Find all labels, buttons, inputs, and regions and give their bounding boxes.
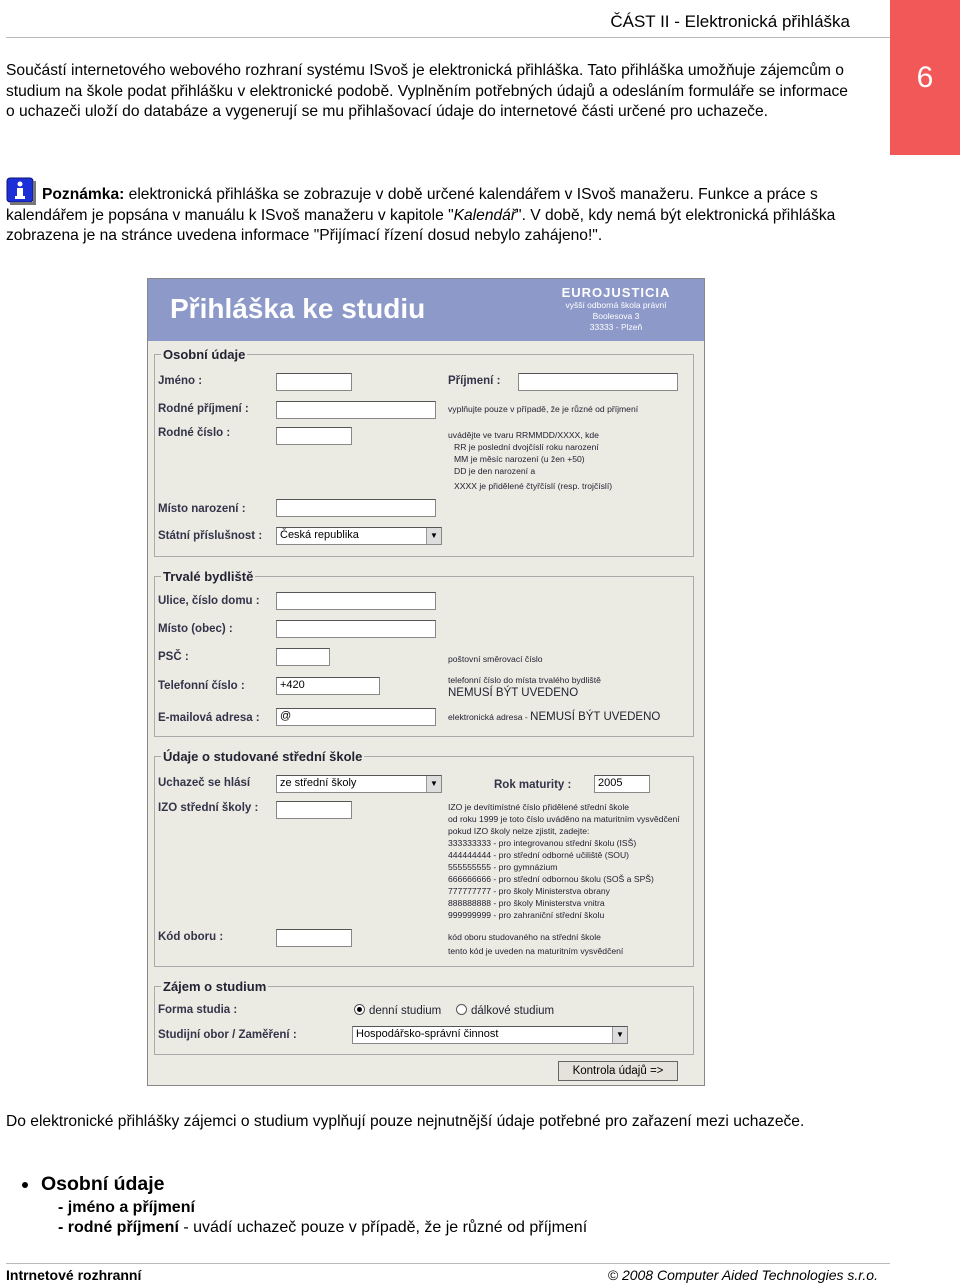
radio-distance-study[interactable]: [456, 1004, 554, 1017]
birth-surname-label: Rodné příjmení :: [158, 403, 249, 415]
institution-line: vyšší odborná škola právní: [565, 300, 667, 310]
header-divider: [6, 37, 890, 38]
surname-input[interactable]: [518, 373, 678, 391]
birth-number-hint: DD je den narození a: [454, 466, 536, 476]
izo-label: IZO střední školy :: [158, 802, 259, 814]
street-label: Ulice, číslo domu :: [158, 595, 260, 607]
birth-number-hint: XXXX je přidělené čtyřčíslí (resp. trojčíslí): [454, 481, 613, 491]
bullet-heading: Osobní údaje: [41, 1173, 165, 1195]
name-input[interactable]: [276, 373, 352, 391]
radio-daily-label: denní studium: [369, 1005, 442, 1017]
outro-paragraph: Do elektronické přihlášky zájemci o studium vyplňují pouze nejnutnější údaje potřebné pro zařazení mezi uchazeče.: [6, 1113, 805, 1130]
email-label: E-mailová adresa :: [158, 712, 260, 724]
phone-hint-optional: NEMUSÍ BÝT UVEDENO: [448, 687, 579, 699]
field-code-hint: tento kód je uveden na maturitním vysvědčení: [448, 946, 624, 956]
birth-number-hint: RR je poslední dvojčíslí roku narození: [454, 442, 599, 452]
radio-distance-label: dálkové studium: [471, 1005, 555, 1017]
check-data-button[interactable]: Kontrola údajů =>: [558, 1061, 678, 1081]
birth-number-input[interactable]: [276, 427, 352, 445]
surname-label: Příjmení :: [448, 375, 501, 387]
footer-divider: [6, 1263, 890, 1264]
bullet-subitem: [58, 1199, 195, 1217]
phone-input[interactable]: +420: [276, 677, 380, 695]
note-paragraph: [6, 177, 856, 247]
birth-number-hint: MM je měsíc narození (u žen +50): [454, 454, 585, 464]
school-legend: Údaje o studované střední škole: [163, 749, 363, 764]
applicant-select[interactable]: [276, 775, 442, 793]
bullet-subitem: [58, 1219, 587, 1237]
field-code-hint: kód oboru studovaného na střední škole: [448, 932, 601, 942]
radio-selected-icon[interactable]: [354, 1004, 365, 1015]
footer-left: Intrnetové rozhranní: [6, 1267, 142, 1283]
application-form-screenshot: [147, 278, 705, 1086]
city-label: Místo (obec) :: [158, 623, 233, 635]
institution-line: 33333 - Plzeň: [589, 322, 643, 332]
birth-surname-input[interactable]: [276, 401, 436, 419]
email-input[interactable]: @: [276, 708, 436, 726]
page-header-title: ČÁST II - Elektronická přihláška: [610, 12, 850, 31]
program-label: Studijní obor / Zaměření :: [158, 1029, 297, 1041]
applicant-value: ze střední školy: [280, 777, 357, 789]
subitem-birth-surname: - rodné příjmení: [58, 1219, 179, 1236]
institution-block: [546, 285, 686, 333]
birthplace-label: Místo narození :: [158, 503, 246, 515]
bullet-dot: [22, 1182, 28, 1188]
zip-label: PSČ :: [158, 651, 189, 663]
izo-hint: 777777777 - pro školy Ministerstva obrany: [448, 886, 610, 896]
subitem-name: - jméno a příjmení: [58, 1199, 195, 1216]
note-label: Poznámka:: [42, 186, 125, 203]
calendar-link[interactable]: Kalendář: [453, 206, 517, 224]
form-title: Přihláška ke studiu: [170, 293, 426, 324]
izo-hint: 444444444 - pro střední odborné učiliště (SOU): [448, 850, 630, 860]
birth-number-hint: uvádějte ve tvaru RRMMDD/XXXX, kde: [448, 430, 599, 440]
info-icon: [6, 177, 36, 205]
personal-legend: Osobní údaje: [163, 347, 246, 362]
chevron-down-icon[interactable]: ▼: [426, 528, 441, 544]
email-hint: [448, 711, 660, 723]
birthplace-input[interactable]: [276, 499, 436, 517]
birth-surname-hint: vyplňujte pouze v případě, že je různé od příjmení: [448, 404, 639, 414]
field-code-label: Kód oboru :: [158, 931, 224, 943]
program-value: Hospodářsko-správní činnost: [356, 1028, 499, 1040]
radio-daily-study[interactable]: [354, 1004, 441, 1017]
applicant-label: Uchazeč se hlásí: [158, 777, 251, 789]
email-hint-text: elektronická adresa -: [448, 712, 531, 722]
izo-hint: 333333333 - pro integrovanou střední školu (ISŠ): [448, 838, 637, 848]
note-text-1: elektronická přihláška se zobrazuje v době určené kalendářem v ISvoš manažeru. Funkce a práce s kalendářem je popsána v manuálu k ISvoš manažeru v kapitole ": [6, 186, 818, 224]
izo-hint: IZO je devítimístné číslo přidělené střední škole: [448, 802, 630, 812]
program-select[interactable]: [352, 1026, 628, 1044]
city-input[interactable]: [276, 620, 436, 638]
citizenship-value: Česká republika: [280, 529, 359, 541]
izo-hint: od roku 1999 je toto číslo uváděno na maturitním vysvědčení: [448, 814, 680, 824]
izo-hint: 666666666 - pro střední odbornou školu (SOŠ a SPŠ): [448, 874, 654, 884]
birth-number-label: Rodné číslo :: [158, 427, 231, 439]
intro-paragraph: Součástí internetového webového rozhraní systému ISvoš je elektronická přihláška. Tato přihláška umožňuje zájemcům o studium na škole podat přihlášku v elektronické podobě. Vyplněním potřebných údajů a odesláním formuláře se informace o uchazeči uloží do databáze a vygenerují se mu přihlašovací údaje do internetové části určené pro uchazeče.: [6, 62, 848, 120]
form-banner: [148, 279, 704, 341]
zip-hint: poštovní směrovací číslo: [448, 654, 543, 664]
phone-hint: telefonní číslo do místa trvalého bydliště: [448, 675, 601, 685]
izo-hint: 999999999 - pro zahraniční střední školu: [448, 910, 605, 920]
izo-hint: 888888888 - pro školy Ministerstva vnitra: [448, 898, 605, 908]
study-form-label: Forma studia :: [158, 1004, 238, 1016]
email-hint-optional: NEMUSÍ BÝT UVEDENO: [530, 711, 661, 723]
footer-copyright: © 2008 Computer Aided Technologies s.r.o.: [607, 1267, 878, 1283]
izo-hint: pokud IZO školy nelze zjistit, zadejte:: [448, 826, 590, 836]
chevron-down-icon[interactable]: ▼: [612, 1027, 627, 1043]
address-legend: Trvalé bydliště: [163, 569, 254, 584]
zip-input[interactable]: [276, 648, 330, 666]
institution-line: Boolesova 3: [592, 311, 640, 321]
street-input[interactable]: [276, 592, 436, 610]
field-code-input[interactable]: [276, 929, 352, 947]
chapter-tab: 6: [890, 0, 960, 155]
note-text-2: ". V době, kdy nemá být elektronická přihláška zobrazena je na stránce uvedena informace "Přijímací řízení dosud nebylo zahájeno!".: [6, 206, 836, 244]
citizenship-select[interactable]: [276, 527, 442, 545]
subitem-birth-surname-text: - uvádí uchazeč pouze v případě, že je různé od příjmení: [178, 1219, 588, 1236]
citizenship-label: Státní příslušnost :: [158, 530, 263, 542]
name-label: Jméno :: [158, 375, 203, 387]
graduation-year-label: Rok maturity :: [494, 779, 572, 791]
radio-unselected-icon[interactable]: [456, 1004, 467, 1015]
study-legend: Zájem o studium: [163, 979, 267, 994]
izo-hint: 555555555 - pro gymnázium: [448, 862, 558, 872]
institution-name: EUROJUSTICIA: [561, 285, 671, 300]
graduation-year-input[interactable]: 2005: [594, 775, 650, 793]
chevron-down-icon[interactable]: ▼: [426, 776, 441, 792]
phone-label: Telefonní číslo :: [158, 680, 245, 692]
izo-input[interactable]: [276, 801, 352, 819]
